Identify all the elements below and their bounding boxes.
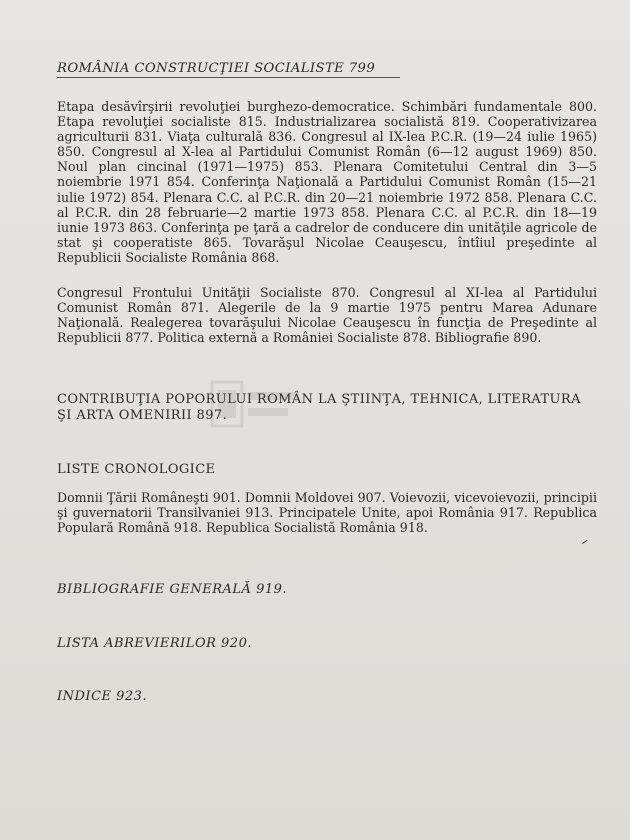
section-heading-abrevieri: LISTA ABREVIERILOR 920.: [57, 636, 252, 651]
section-heading-contributia: CONTRIBUŢIA POPORULUI ROMÂN LA ŞTIINŢA, TEHNICA, LITERATURA ŞI ARTA OMENIRII 897.: [57, 392, 581, 423]
library-watermark-icon: [210, 380, 302, 428]
section-heading-bibliografie: BIBLIOGRAFIE GENERALĂ 919.: [57, 582, 288, 597]
contents-paragraph-domnii: [57, 490, 597, 535]
running-header: ROMÂNIA CONSTRUCŢIEI SOCIALISTE 799: [57, 61, 400, 78]
contents-paragraph-congresul: [57, 285, 597, 345]
section-heading-indice: INDICE 923.: [57, 689, 148, 704]
section-heading-liste-cronologice: LISTE CRONOLOGICE: [57, 462, 216, 477]
pen-mark: [582, 540, 590, 548]
contents-paragraph-etapa: [57, 99, 597, 265]
paragraph-text: Etapa desăvîrşirii revoluţiei burghezo-democratice. Schimbări fundamentale 800. Etapa revoluţiei socialiste 815. Industrializarea socialistă 819. Cooperativizarea agriculturii 831. Viaţa culturală 836. Congresul al IX-lea P.C.R. (19—24 iulie 1965) 850. Congresul al X-lea al Partidului Comunist Român (6—12 august 1969) 850. Noul plan cincinal (1971—1975) 853. Plenara Comitetului Central din 3—5 noiembrie 1971 854. Conferinţa Naţională a Partidului Comunist Român (15—21 iulie 1972) 854. Plenara C.C. al P.C.R. din 20—21 noiembrie 1972 858. Plenara C.C. al P.C.R. din 28 februarie—2 martie 1973 858. Plenara C.C. al P.C.R. din 18—19 iunie 1973 863. Conferinţa pe ţară a cadrelor de conducere din unităţile agricole de stat şi cooperatiste 865. Tovarăşul Nicolae Ceauşescu, întîiul preşedinte al Republicii Socialiste România 868.: [57, 99, 597, 265]
paragraph-text: Congresul Frontului Unităţii Socialiste 870. Congresul al XI-lea al Partidului Comunist Român 871. Alegerile de la 9 martie 1975 pentru Marea Adunare Naţională. Realegerea tovarăşului Nicolae Ceauşescu în funcţia de Preşedinte al Republicii 877. Politica externă a României Socialiste 878. Bibliografie 890.: [57, 285, 597, 346]
paragraph-text: Domnii Ţării Româneşti 901. Domnii Moldovei 907. Voievozii, vicevoievozii, principii şi guvernatorii Transilvaniei 913. Principatele Unite, apoi România 917. Republica Populară Română 918. Republica Socialistă România 918.: [57, 490, 597, 536]
